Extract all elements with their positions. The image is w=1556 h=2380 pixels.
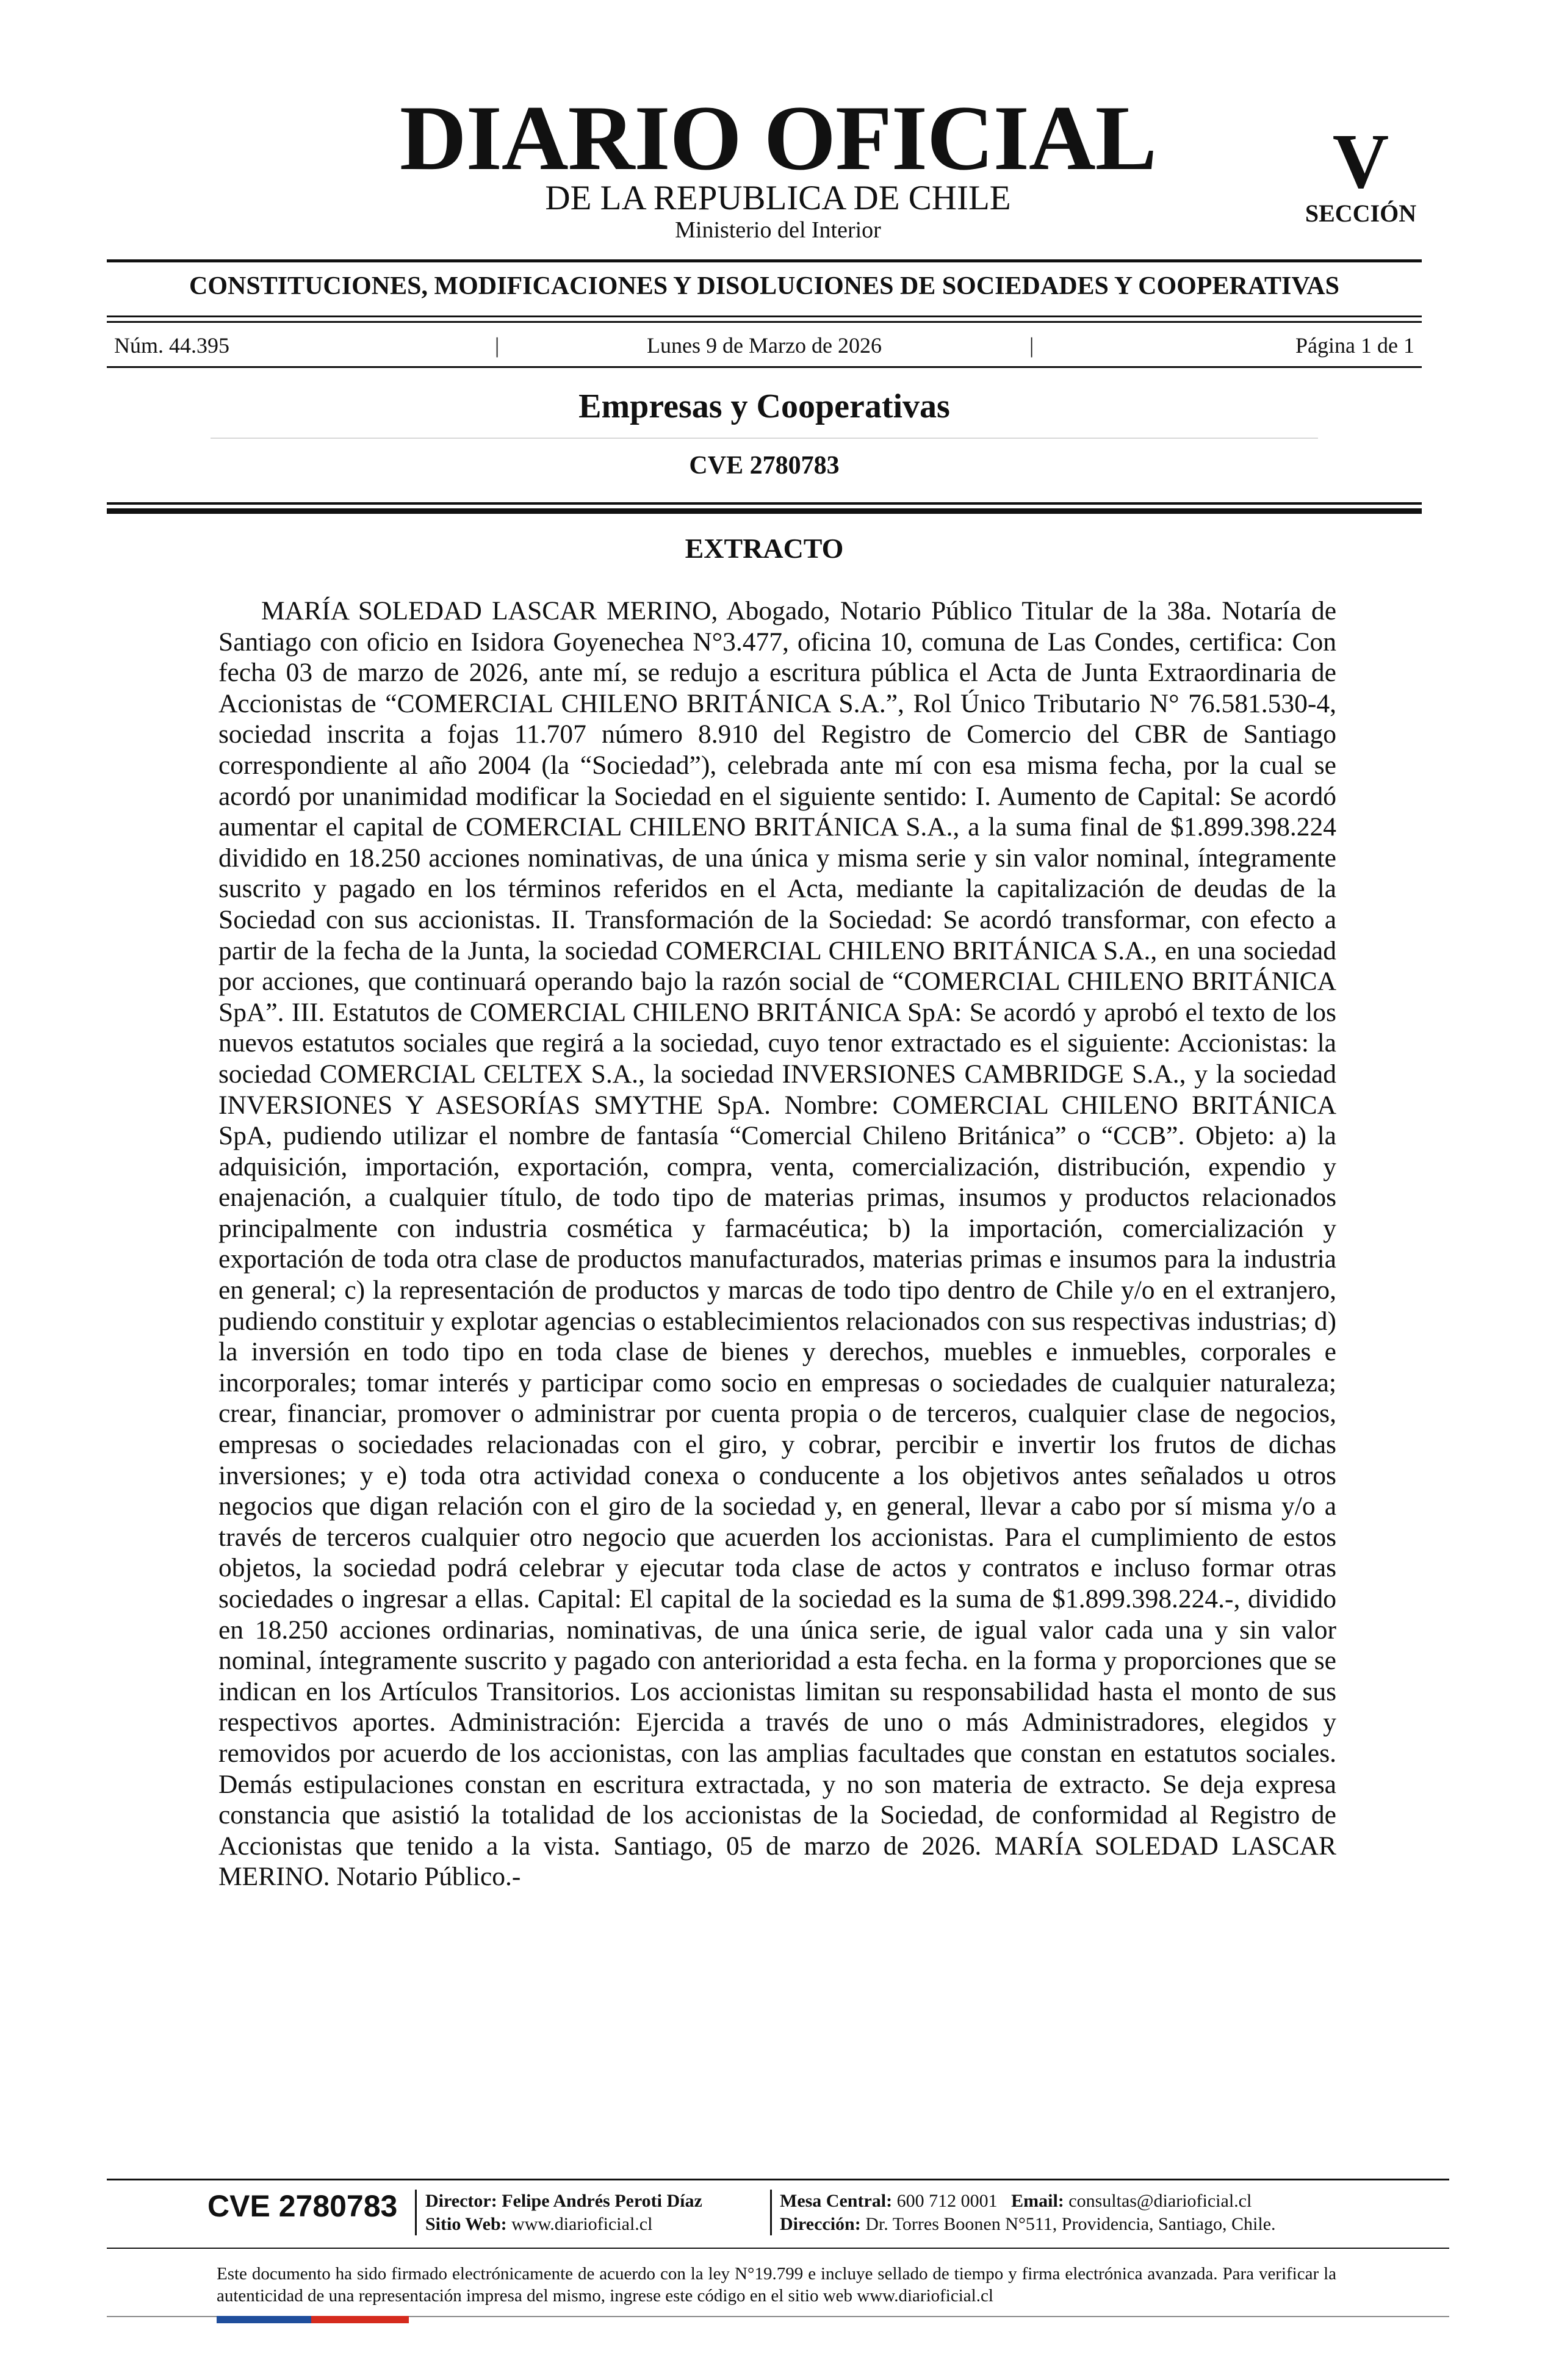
issue-separator-2: | xyxy=(1029,333,1034,358)
website-link[interactable]: www.diarioficial.cl xyxy=(511,2214,653,2234)
extract-title: EXTRACTO xyxy=(685,533,844,564)
cve-rule-2 xyxy=(107,508,1422,514)
section-numeral: V xyxy=(1332,118,1389,204)
masthead-title: DIARIO OFICIAL xyxy=(399,87,1157,189)
address-text: Dr. Torres Boonen N°511, Providencia, Santiago, Chile. xyxy=(865,2214,1276,2234)
issue-line xyxy=(107,333,1422,358)
issue-page: Página 1 de 1 xyxy=(1295,333,1414,358)
footer-legal-note: Este documento ha sido firmado electrónicamente de acuerdo con la ley N°19.799 e incluye sellado de tiempo y firma electrónica avanzada. Para verificar la autenticidad de una representación impresa del mismo, ingrese este código en el sitio web www.diarioficial.cl xyxy=(217,2264,1336,2306)
phone-label: Mesa Central: xyxy=(780,2191,893,2211)
footer-cve-code: CVE 2780783 xyxy=(207,2189,398,2223)
website-label: Sitio Web: xyxy=(425,2214,507,2234)
flag-stripe-blue xyxy=(217,2316,311,2323)
issue-bottom-rule xyxy=(107,366,1422,368)
section-label: SECCIÓN xyxy=(1305,200,1417,227)
footer-divider-2 xyxy=(770,2190,772,2235)
issue-separator-1: | xyxy=(495,333,500,358)
category-bottom-rule xyxy=(107,316,1422,317)
phone-number: 600 712 0001 xyxy=(896,2191,998,2211)
section-headline: Empresas y Cooperativas xyxy=(578,388,950,425)
category-bottom-rule-2 xyxy=(107,321,1422,323)
flag-stripe-red xyxy=(311,2316,409,2323)
footer-top-rule xyxy=(107,2179,1449,2180)
extract-body: MARÍA SOLEDAD LASCAR MERINO, Abogado, Notario Público Titular de la 38a. Notaría de Santiago con oficio en Isidora Goyenechea N°3.477, oficina 10, comuna de Las Condes, certifica: Con fecha 03 de marzo de 2026, ante mí, se redujo a escritura pública el Acta de Junta Extraordinaria de Accionistas de “COMERCIAL CHILENO BRITÁNICA S.A.”, Rol Único Tributario N° 76.581.530-4, sociedad inscrita a fojas 11.707 número 8.910 del Registro de Comercio del CBR de Santiago correspondiente al año 2004 (la “Sociedad”), celebrada ante mí con esa misma fecha, por la cual se acordó por unanimidad modificar la Sociedad en el siguiente sentido: I. Aumento de Capital: Se acordó aumentar el capital de COMERCIAL CHILENO BRITÁNICA S.A., a la suma final de $1.899.398.224 dividido en 18.250 acciones nominativas, de una única y misma serie y sin valor nominal, íntegramente suscrito y pagado en los términos referidos en el Acta, mediante la capitalización de deudas de la Sociedad con sus accionistas. II. Transformación de la Sociedad: Se acordó transformar, con efecto a partir de la fecha de la Junta, la sociedad COMERCIAL CHILENO BRITÁNICA S.A., en una sociedad por acciones, que continuará operando bajo la razón social de “COMERCIAL CHILENO BRITÁNICA SpA”. III. Estatutos de COMERCIAL CHILENO BRITÁNICA SpA: Se acordó y aprobó el texto de los nuevos estatutos sociales que regirá a la sociedad, cuyo tenor extractado es el siguiente: Accionistas: la sociedad COMERCIAL CELTEX S.A., la sociedad INVERSIONES CAMBRIDGE S.A., y la sociedad INVERSIONES Y ASESORÍAS SMYTHE SpA. Nombre: COMERCIAL CHILENO BRITÁNICA SpA, pudiendo utilizar el nombre de fantasía “Comercial Chileno Británica” o “CCB”. Objeto: a) la adquisición, importación, exportación, compra, venta, comercialización, distribución, expendio y enajenación, a cualquier título, de todo tipo de materias primas, insumos y productos relacionados principalmente con industria cosmética y farmacéutica; b) la importación, comercialización y exportación de toda otra clase de productos manufacturados, materias primas e insumos para la industria en general; c) la representación de productos y marcas de todo tipo dentro de Chile y/o en el extranjero, pudiendo constituir y explotar agencias o establecimientos relacionados con sus respectivas industrias; d) la inversión en todo tipo en toda clase de bienes y derechos, muebles e inmuebles, corporales e incorporales; tomar interés y participar como socio en empresas o sociedades de cualquier naturaleza; crear, financiar, promover o administrar por cuenta propia o de terceros, cualquier clase de negocios, empresas o sociedades relacionadas con el giro, y cobrar, percibir e invertir los frutos de dichas inversiones; y e) toda otra actividad conexa o conducente a los objetivos antes señalados u otros negocios que digan relación con el giro de la sociedad y, en general, llevar a cabo por sí misma y/o a través de terceros cualquier otro negocio que acuerden los accionistas. Para el cumplimiento de estos objetos, la sociedad podrá celebrar y ejecutar toda clase de actos y contratos e incluso formar otras sociedades o ingresar a ellas. Capital: El capital de la sociedad es la suma de $1.899.398.224.-, dividido en 18.250 acciones ordinarias, nominativas, de una única serie, de igual valor cada una y sin valor nominal, íntegramente suscrito y pagado con anterioridad a esta fecha. en la forma y proporciones que se indican en los Artículos Transitorios. Los accionistas limitan su responsabilidad hasta el monto de sus respectivos aportes. Administración: Ejercida a través de uno o más Administradores, elegidos y removidos por acuerdo de los accionistas, con las amplias facultades que constan en estatutos sociales. Demás estipulaciones constan en escritura extractada, y no son materia de extracto. Se deja expresa constancia que asistió la totalidad de los accionistas de la Sociedad, de conformidad al Registro de Accionistas que tenido a la vista. Santiago, 05 de marzo de 2026. MARÍA SOLEDAD LASCAR MERINO. Notario Público.- xyxy=(218,596,1336,1892)
email-label: Email: xyxy=(1011,2191,1064,2211)
masthead-subtitle: DE LA REPUBLICA DE CHILE xyxy=(545,179,1011,217)
email-link[interactable]: consultas@diarioficial.cl xyxy=(1068,2191,1252,2211)
footer-contact-block xyxy=(780,2190,1360,2236)
headline-divider xyxy=(211,438,1318,439)
cve-code: CVE 2780783 xyxy=(689,452,840,480)
category-top-rule xyxy=(107,259,1422,262)
footer-divider-1 xyxy=(415,2190,417,2235)
director-name: Felipe Andrés Peroti Díaz xyxy=(502,2191,702,2211)
issue-number: Núm. 44.395 xyxy=(114,333,229,358)
issue-date: Lunes 9 de Marzo de 2026 xyxy=(647,333,882,358)
category-heading: CONSTITUCIONES, MODIFICACIONES Y DISOLUCIONES DE SOCIEDADES Y COOPERATIVAS xyxy=(189,272,1339,300)
footer-mid-rule xyxy=(107,2248,1449,2249)
cve-rule-1 xyxy=(107,502,1422,505)
footer-director-block xyxy=(425,2190,767,2236)
masthead-ministry: Ministerio del Interior xyxy=(675,217,881,243)
director-label: Director: xyxy=(425,2191,497,2211)
address-label: Dirección: xyxy=(780,2214,861,2234)
